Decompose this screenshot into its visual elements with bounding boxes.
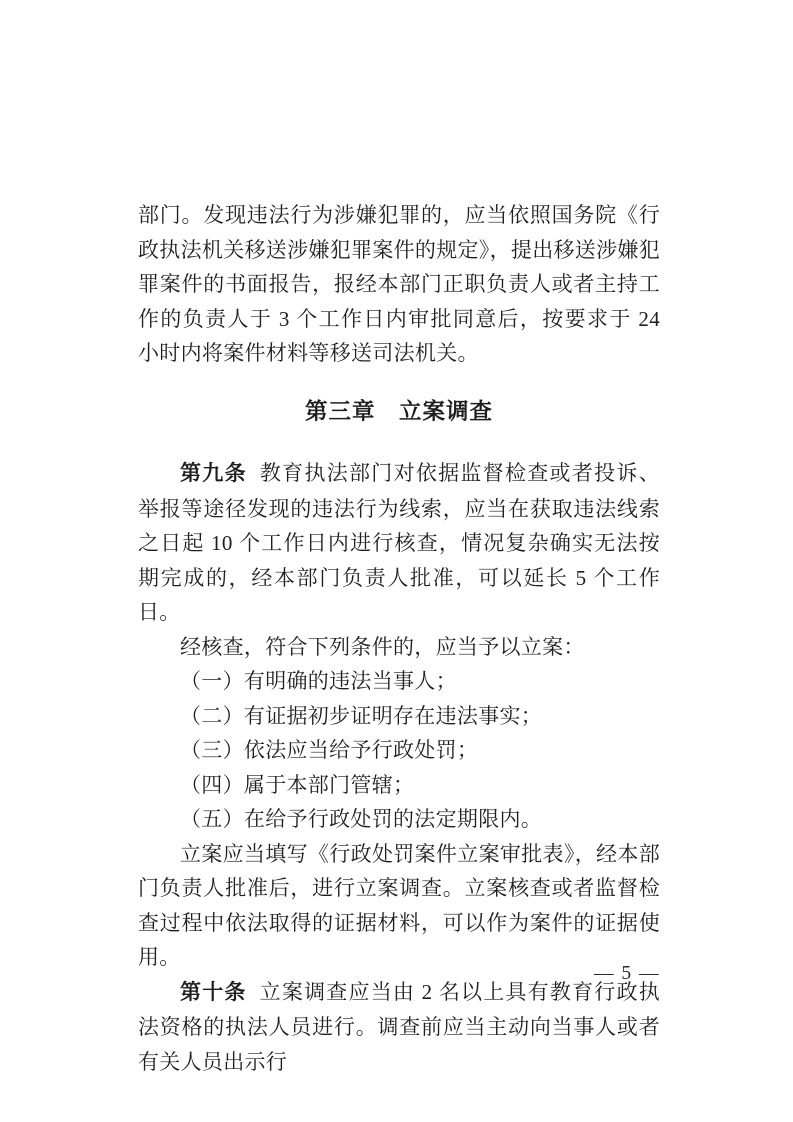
- list-item-5: （五）在给予行政处罚的法定期限内。: [180, 807, 543, 831]
- paragraph-filing-conditions-intro: 经核查，符合下列条件的，应当予以立案：: [180, 634, 585, 659]
- paragraph-transfer-criminal-cases: 部门。发现违法行为涉嫌犯罪的，应当依照国务院《行政执法机关移送涉嫌犯罪案件的规定》，提出移送涉嫌犯罪案件的书面报告，报经本部门正职负责人或者主持工作的负责人于 3 个工作日内审批同意后，按要求于 24 小时内将案件材料等移送司法机关。: [138, 203, 660, 365]
- article-9-paragraph: [138, 456, 660, 630]
- article-10-text: 立案调查应当由 2 名以上具有教育行政执法资格的执法人员进行。调查前应当主动向当事人或者有关人员出示行: [138, 979, 661, 1074]
- article-9-number: 第九条: [180, 462, 247, 485]
- list-item-1: （一）有明确的违法当事人；: [180, 669, 457, 693]
- page-body: [138, 198, 660, 1079]
- article-10-paragraph: [138, 975, 660, 1080]
- list-item-3: （三）依法应当给予行政处罚；: [180, 738, 479, 762]
- list-item-2: （二）有证据初步证明存在违法事实；: [180, 703, 543, 728]
- article-10-number: 第十条: [180, 980, 247, 1004]
- page-number: — 5 —: [594, 963, 660, 984]
- list-item-4: （四）属于本部门管辖；: [180, 772, 415, 797]
- paragraph-filing-approval-form: 立案应当填写《行政处罚案件立案审批表》，经本部门负责人批准后，进行立案调查。立案核查或者监督检查过程中依法取得的证据材料，可以作为案件的证据使用。: [138, 841, 660, 969]
- chapter-heading: 第三章 立案调查: [304, 398, 493, 424]
- article-9-text: 教育执法部门对依据监督检查或者投诉、举报等途径发现的违法行为线索，应当在获取违法线索之日起 10 个工作日内进行核查，情况复杂确实无法按期完成的，经本部门负责人批准，可以延长 5 个工作日。: [138, 461, 660, 624]
